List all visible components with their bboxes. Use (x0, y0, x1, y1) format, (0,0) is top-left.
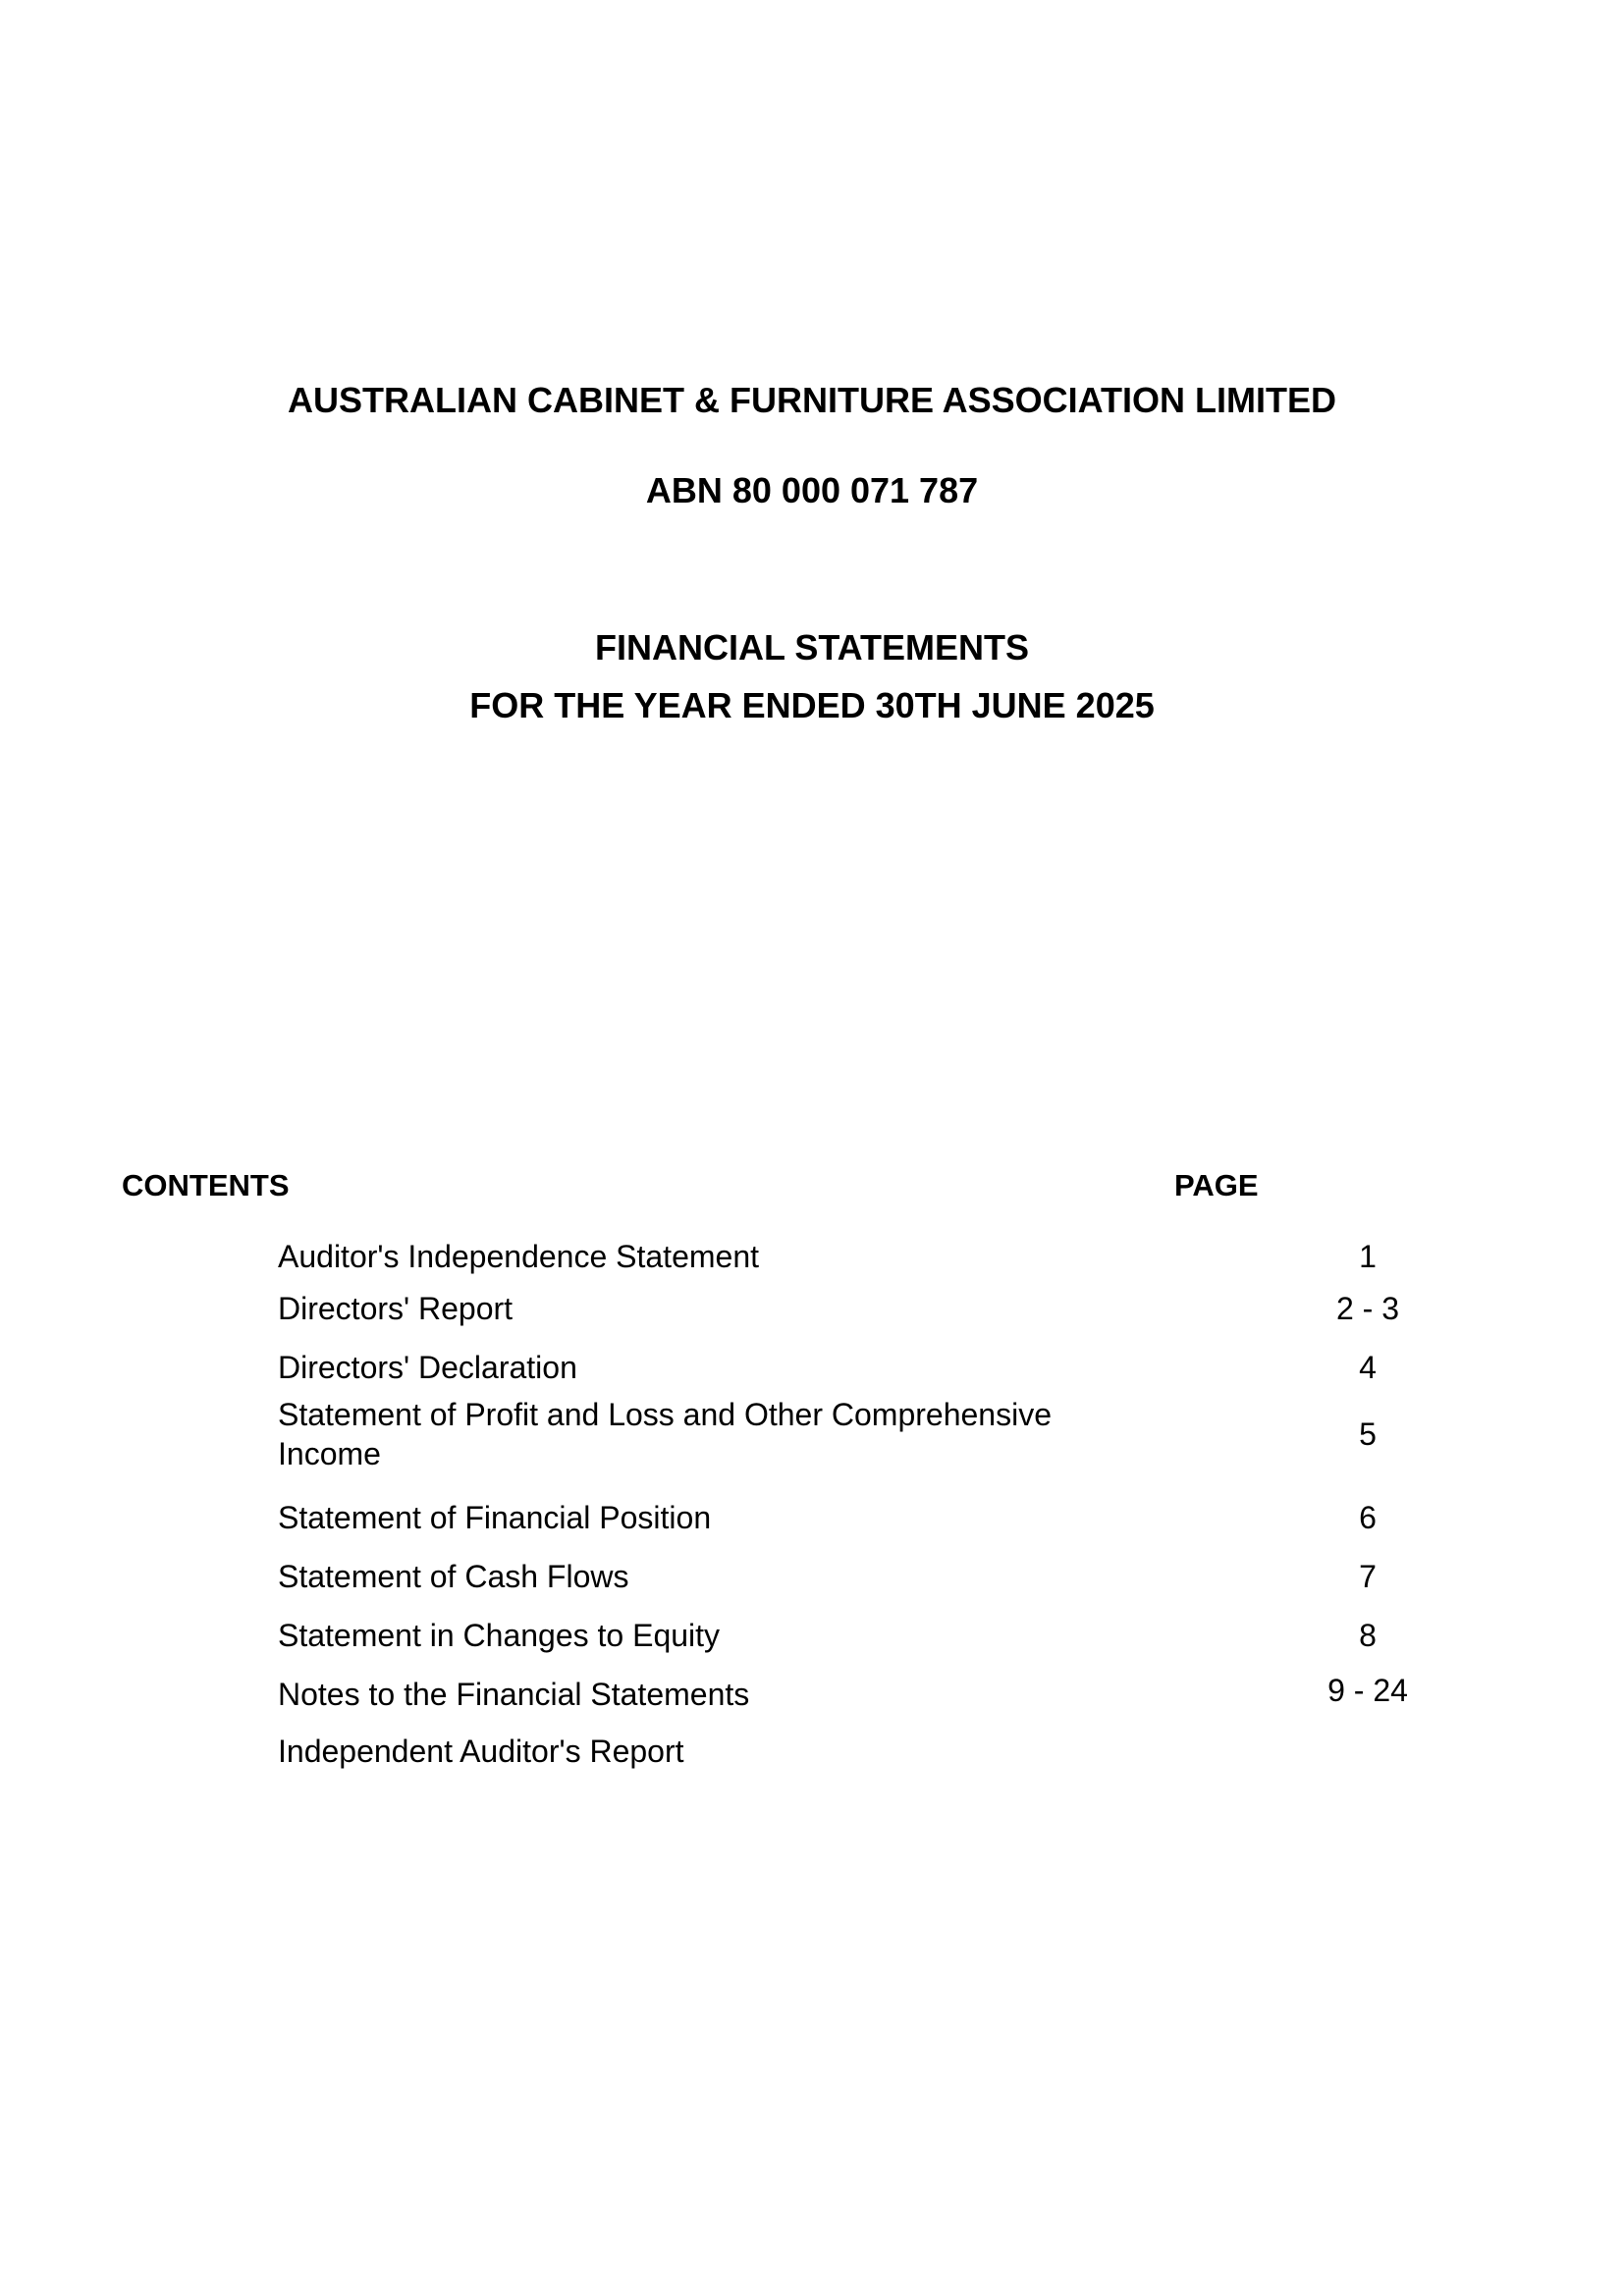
toc-item-title: Independent Auditor's Report (278, 1734, 684, 1769)
toc-item-page: 9 - 24 (1327, 1673, 1408, 1708)
toc-item-page: 6 (1359, 1500, 1377, 1535)
toc-item-page: 7 (1359, 1559, 1377, 1594)
toc-item-page: 4 (1359, 1350, 1377, 1385)
toc-item-page: 2 - 3 (1335, 1291, 1400, 1326)
toc-item-title: Statement in Changes to Equity (278, 1618, 721, 1653)
toc-item-title: Notes to the Financial Statements (278, 1677, 750, 1712)
contents-heading: CONTENTS (122, 1168, 290, 1202)
toc-item-title: Statement of Profit and Loss and Other Comprehensive Income (278, 1397, 1052, 1471)
document-title: FINANCIAL STATEMENTS (595, 627, 1029, 667)
toc-item-title: Statement of Cash Flows (278, 1559, 629, 1594)
reporting-period: FOR THE YEAR ENDED 30TH JUNE 2025 (469, 685, 1155, 725)
toc-item-title: Statement of Financial Position (278, 1500, 712, 1535)
toc-item-title: Directors' Report (278, 1291, 514, 1326)
toc-item-page: 1 (1359, 1239, 1377, 1274)
toc-item-page: 5 (1359, 1416, 1377, 1452)
toc-item-title: Auditor's Independence Statement (278, 1239, 759, 1274)
toc-item-title: Directors' Declaration (278, 1350, 577, 1385)
company-name: AUSTRALIAN CABINET & FURNITURE ASSOCIATION LIMITED (288, 380, 1336, 420)
toc-item-page: 8 (1359, 1618, 1377, 1653)
page-column-heading: PAGE (1174, 1168, 1259, 1202)
abn-number: ABN 80 000 071 787 (645, 470, 979, 510)
